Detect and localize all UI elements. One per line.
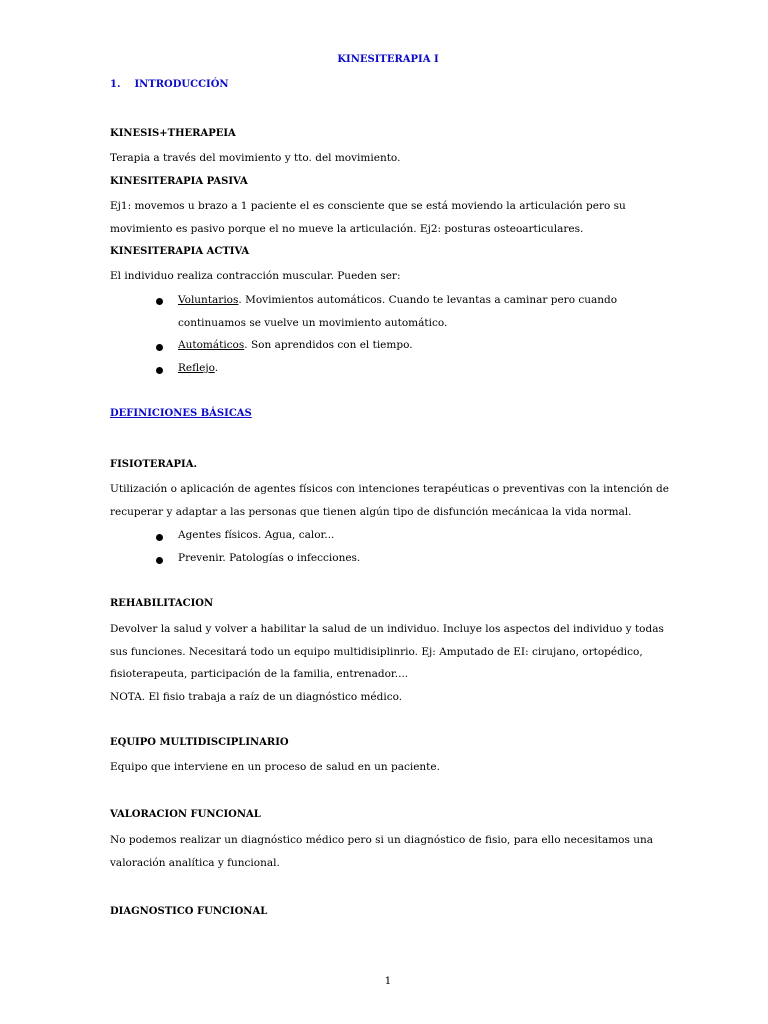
paragraph-kinesis: Terapia a través del movimiento y tto. del movimiento. — [110, 152, 401, 164]
heading-valoracion-funcional: VALORACION FUNCIONAL — [110, 809, 261, 820]
paragraph-fisioterapia-line-1: Utilización o aplicación de agentes físicos con intenciones terapéuticas o preventivas con la intención de — [110, 483, 669, 495]
list-item-prevenir: Prevenir. Patologías o infecciones. — [178, 552, 361, 564]
term-reflejo: Reflejo — [178, 362, 215, 374]
paragraph-valoracion-line-2: valoración analítica y funcional. — [110, 857, 280, 869]
paragraph-activa: El individuo realiza contracción muscular. Pueden ser: — [110, 270, 401, 282]
document-title: KINESITERAPIA I — [337, 54, 439, 65]
paragraph-fisioterapia-line-2: recuperar y adaptar a las personas que tienen algún tipo de disfunción mecánicaa la vida normal. — [110, 506, 632, 518]
paragraph-rehabilitacion-line-2: sus funciones. Necesitará todo un equipo multidisiplinrio. Ej: Amputado de EI: cirujano, ortopédico, — [110, 646, 643, 658]
paragraph-valoracion-line-1: No podemos realizar un diagnóstico médico pero si un diagnóstico de fisio, para ello necesitamos una — [110, 834, 653, 846]
heading-kinesis: KINESIS+THERAPEIA — [110, 128, 236, 139]
heading-kinesiterapia-pasiva: KINESITERAPIA PASIVA — [110, 176, 248, 187]
list-item-agentes-fisicos: Agentes físicos. Agua, calor... — [178, 529, 335, 541]
paragraph-pasiva-line-1: Ej1: movemos u brazo a 1 paciente el es consciente que se está moviendo la articulación pero su — [110, 200, 626, 212]
bullet-icon — [156, 298, 163, 305]
bullet-icon — [156, 534, 163, 541]
section-heading-introduccion — [110, 78, 229, 92]
paragraph-rehabilitacion-note: NOTA. El fisio trabaja a raíz de un diagnóstico médico. — [110, 691, 403, 703]
heading-equipo-multidisciplinario: EQUIPO MULTIDISCIPLINARIO — [110, 737, 289, 748]
page-number: 1 — [384, 975, 392, 987]
paragraph-equipo: Equipo que interviene en un proceso de salud en un paciente. — [110, 761, 440, 773]
list-item-reflejo: Reflejo. — [178, 362, 219, 374]
section-number: 1. — [110, 79, 121, 90]
term-automaticos: Automáticos — [178, 339, 245, 351]
heading-kinesiterapia-activa: KINESITERAPIA ACTIVA — [110, 246, 250, 257]
list-item-voluntarios: Voluntarios. Movimientos automáticos. Cuando te levantas a caminar pero cuando — [178, 294, 618, 306]
heading-rehabilitacion: REHABILITACION — [110, 598, 214, 609]
paragraph-pasiva-line-2: movimiento es pasivo porque el no mueve la articulación. Ej2: posturas osteoarticulares. — [110, 223, 584, 235]
section-title: INTRODUCCIÓN — [134, 79, 229, 90]
heading-diagnostico-funcional: DIAGNOSTICO FUNCIONAL — [110, 906, 268, 917]
bullet-icon — [156, 367, 163, 374]
list-item-voluntarios-continued: continuamos se vuelve un movimiento automático. — [178, 317, 448, 329]
heading-fisioterapia: FISIOTERAPIA. — [110, 459, 197, 470]
list-item-automaticos: Automáticos. Son aprendidos con el tiempo. — [178, 339, 413, 351]
bullet-icon — [156, 557, 163, 564]
term-voluntarios: Voluntarios — [178, 294, 239, 306]
bullet-icon — [156, 344, 163, 351]
paragraph-rehabilitacion-line-3: fisioterapeuta, participación de la familia, entrenador.... — [110, 668, 409, 680]
paragraph-rehabilitacion-line-1: Devolver la salud y volver a habilitar la salud de un individuo. Incluye los aspectos del individuo y todas — [110, 623, 664, 635]
heading-definiciones-basicas[interactable]: DEFINICIONES BÁSICAS — [110, 408, 252, 419]
